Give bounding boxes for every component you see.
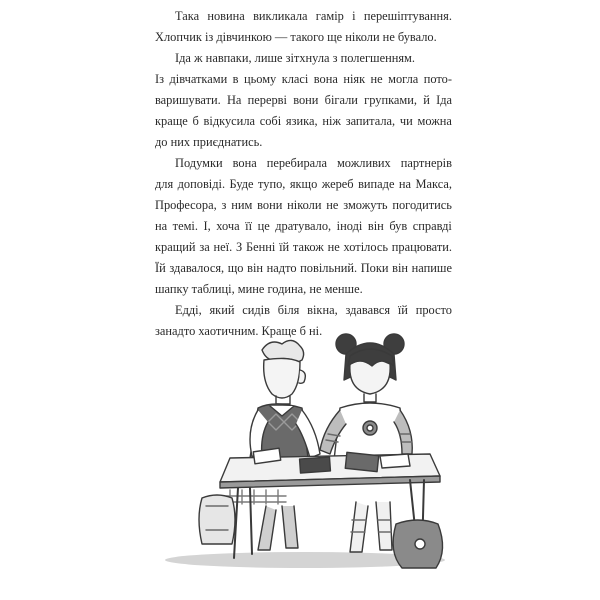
word: вікна, — [307, 303, 338, 317]
word: з — [221, 198, 227, 212]
word: за — [199, 240, 210, 254]
word: й — [423, 93, 430, 107]
text-line — [155, 300, 452, 321]
word: в — [232, 72, 239, 86]
word: вона — [313, 72, 338, 86]
word: б — [192, 114, 199, 128]
text-line — [155, 258, 452, 279]
word: ніяк — [343, 72, 366, 86]
word: Макса, — [415, 177, 452, 191]
word: її — [245, 219, 253, 233]
word: дратувало, — [275, 219, 332, 233]
text-line — [155, 6, 452, 27]
text-line — [155, 279, 452, 300]
word: жереб — [321, 177, 354, 191]
word: запитала, — [345, 114, 396, 128]
word: випаде — [358, 177, 395, 191]
word: і — [352, 9, 356, 23]
word: неї. — [213, 240, 233, 254]
word: зможуть — [343, 198, 388, 212]
word: Їй — [155, 261, 166, 275]
word: був — [389, 219, 408, 233]
word: який — [209, 303, 235, 317]
word: викликала — [253, 9, 308, 23]
word: перешіптування. — [363, 9, 452, 23]
word: надто — [266, 261, 297, 275]
text-line — [155, 69, 452, 90]
text-line — [155, 111, 452, 132]
word: на — [398, 177, 412, 191]
word: новина — [207, 9, 245, 23]
word: перерві — [247, 93, 287, 107]
text-line — [155, 174, 452, 195]
word: для — [155, 177, 174, 191]
girl-legs — [350, 502, 392, 552]
body-text — [155, 6, 452, 342]
word: цьому — [243, 72, 277, 86]
word: сидів — [242, 303, 270, 317]
word: Іда — [436, 93, 452, 107]
text-line — [155, 237, 452, 258]
word: кращий — [155, 240, 196, 254]
word: біля — [277, 303, 300, 317]
line-text — [155, 237, 452, 258]
line-text — [155, 111, 452, 132]
line-text — [175, 153, 452, 174]
word: класі — [281, 72, 309, 86]
text-line — [155, 132, 452, 153]
word: групками, — [364, 93, 417, 107]
line-text — [175, 6, 452, 27]
text-line — [155, 216, 452, 237]
word: вони — [293, 93, 319, 107]
word: партнерів — [400, 156, 452, 170]
backpack-left — [199, 495, 235, 544]
text-line — [155, 195, 452, 216]
word: їй — [279, 240, 290, 254]
word: Поки — [360, 261, 389, 275]
line-text — [155, 90, 452, 111]
text-line — [155, 27, 452, 48]
word: повільний. — [300, 261, 358, 275]
word: дівчатками — [169, 72, 228, 86]
word: бігали — [324, 93, 358, 107]
boy-legs — [258, 506, 298, 550]
word: напише — [411, 261, 452, 275]
line-text — [155, 258, 452, 279]
line-text: шапку таблиці, мине година, не менше. — [155, 282, 363, 296]
line-text — [155, 69, 452, 90]
word: Бенні — [245, 240, 276, 254]
word: тупо, — [258, 177, 286, 191]
word: чи — [399, 114, 413, 128]
word: ніж — [322, 114, 341, 128]
word: здавалося, — [169, 261, 225, 275]
word: Професора, — [155, 198, 217, 212]
word: також — [292, 240, 324, 254]
word: він — [392, 261, 409, 275]
word: здавався — [345, 303, 391, 317]
line-text: Іда ж навпаки, лише зітхнула з полегшенням. — [175, 51, 415, 65]
word: не — [370, 72, 383, 86]
word: іноді — [336, 219, 363, 233]
word: Едді, — [175, 303, 202, 317]
word: не — [327, 240, 340, 254]
line-text: Хлопчик із дівчинкою — такого ще ніколи не бувало. — [155, 30, 437, 44]
word: хоча — [216, 219, 240, 233]
word: це — [257, 219, 270, 233]
word: він — [247, 261, 264, 275]
word: на — [155, 219, 168, 233]
word: справді — [412, 219, 452, 233]
word: працювати. — [391, 240, 452, 254]
backpack-right — [393, 520, 442, 568]
word: гамір — [315, 9, 344, 23]
line-text — [175, 300, 452, 321]
word: можна — [417, 114, 452, 128]
word: Подумки — [175, 156, 223, 170]
word: перебирала — [266, 156, 327, 170]
line-text — [155, 195, 452, 216]
girl-figure — [320, 334, 412, 460]
word: він — [367, 219, 384, 233]
word: темі. — [172, 219, 198, 233]
word: пото- — [423, 72, 452, 86]
word: можливих — [336, 156, 391, 170]
line-text: до них приєднатись. — [155, 135, 263, 149]
word: вона — [232, 156, 257, 170]
word: язика, — [285, 114, 318, 128]
word: На — [226, 93, 242, 107]
word: погодитись — [392, 198, 452, 212]
word: ніколи — [287, 198, 322, 212]
word: вони — [257, 198, 283, 212]
word: Буде — [229, 177, 254, 191]
text-line — [155, 153, 452, 174]
word: доповіді. — [177, 177, 226, 191]
word: могла — [388, 72, 419, 86]
word: З — [235, 240, 243, 254]
word: ним — [231, 198, 253, 212]
text-line — [155, 48, 452, 69]
boy-figure — [250, 340, 320, 458]
line-text — [155, 216, 452, 237]
desk-illustration — [150, 330, 460, 590]
word: Із — [155, 72, 165, 86]
line-text — [155, 174, 452, 195]
word: їй — [397, 303, 408, 317]
word: собі — [259, 114, 282, 128]
word: Така — [175, 9, 200, 23]
word: варишувати. — [155, 93, 221, 107]
text-line — [155, 90, 452, 111]
word: просто — [415, 303, 452, 317]
word: що — [227, 261, 244, 275]
line-text: занадто хаотичним. Краще б ні. — [155, 324, 323, 338]
word: відкусила — [203, 114, 255, 128]
word: І, — [203, 219, 211, 233]
word: краще — [155, 114, 188, 128]
word: якщо — [289, 177, 318, 191]
word: хотілось — [343, 240, 388, 254]
word: не — [326, 198, 339, 212]
